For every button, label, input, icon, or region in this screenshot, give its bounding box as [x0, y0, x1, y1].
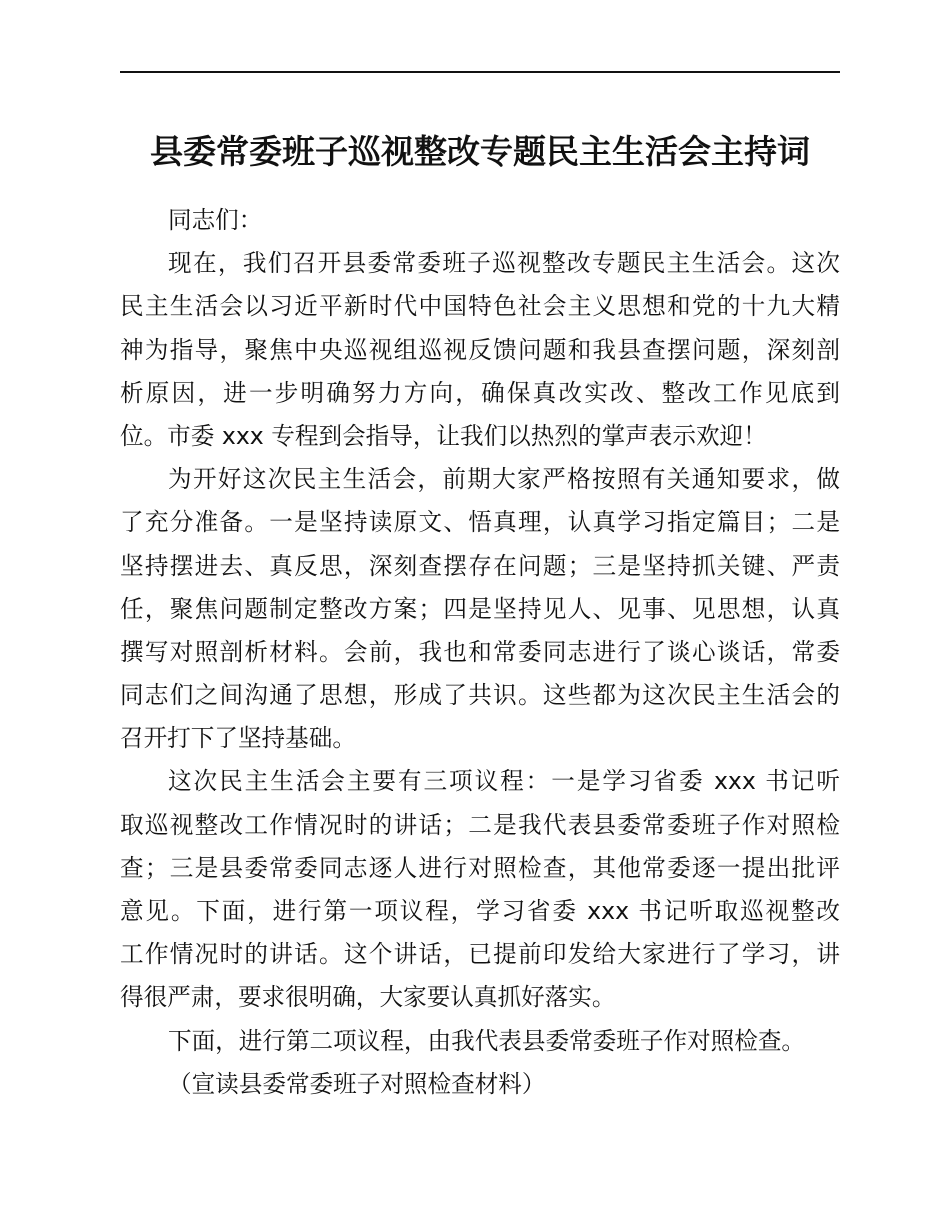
salutation: 同志们：: [168, 206, 263, 234]
paragraph-line: 现在，我们召开县委常委班子巡视整改专题民主生活会。这次: [168, 249, 840, 278]
paragraph-line: 坚持摆进去、真反思，深刻查摆存在问题；三是坚持抓关键、严责: [120, 551, 840, 580]
header-rule: [120, 71, 840, 73]
paragraph-line: 同志们之间沟通了思想，形成了共识。这些都为这次民主生活会的: [120, 681, 840, 710]
paragraph-line: 得很严肃，要求很明确，大家要认真抓好落实。: [120, 983, 616, 1012]
paragraph-line: 位。市委 xxx 专程到会指导，让我们以热烈的掌声表示欢迎！: [120, 421, 767, 450]
document-body: [120, 199, 840, 1106]
paragraph-line: 撰写对照剖析材料。会前，我也和常委同志进行了谈心谈话，常委: [120, 637, 840, 666]
paragraph-line: 这次民主生活会主要有三项议程：一是学习省委 xxx 书记听: [168, 767, 840, 796]
paragraph-line: 工作情况时的讲话。这个讲话，已提前印发给大家进行了学习，讲: [120, 940, 840, 969]
paragraph-line: 析原因，进一步明确努力方向，确保真改实改、整改工作见底到: [120, 378, 840, 407]
paragraph-line: 民主生活会以习近平新时代中国特色社会主义思想和党的十九大精: [120, 292, 840, 321]
paragraph-line: 意见。下面，进行第一项议程，学习省委 xxx 书记听取巡视整改: [120, 897, 840, 925]
paragraph-line: 为开好这次民主生活会，前期大家严格按照有关通知要求，做: [168, 465, 840, 494]
paragraph-line: 取巡视整改工作情况时的讲话；二是我代表县委常委班子作对照检: [120, 810, 840, 839]
paragraph-line: 神为指导，聚焦中央巡视组巡视反馈问题和我县查摆问题，深刻剖: [120, 335, 840, 364]
paragraph-line: 下面，进行第二项议程，由我代表县委常委班子作对照检查。: [168, 1026, 806, 1055]
paragraph-line: 查；三是县委常委同志逐人进行对照检查，其他常委逐一提出批评: [120, 853, 840, 882]
paragraph-line: 召开打下了坚持基础。: [120, 724, 356, 753]
paragraph-line: 了充分准备。一是坚持读原文、悟真理，认真学习指定篇目；二是: [120, 508, 840, 537]
paragraph-line: （宣读县委常委班子对照检查材料）: [168, 1069, 546, 1098]
document-title: 县委常委班子巡视整改专题民主生活会主持词: [150, 132, 810, 171]
paragraph-line: 任，聚焦问题制定整改方案；四是坚持见人、见事、见思想，认真: [120, 594, 840, 623]
